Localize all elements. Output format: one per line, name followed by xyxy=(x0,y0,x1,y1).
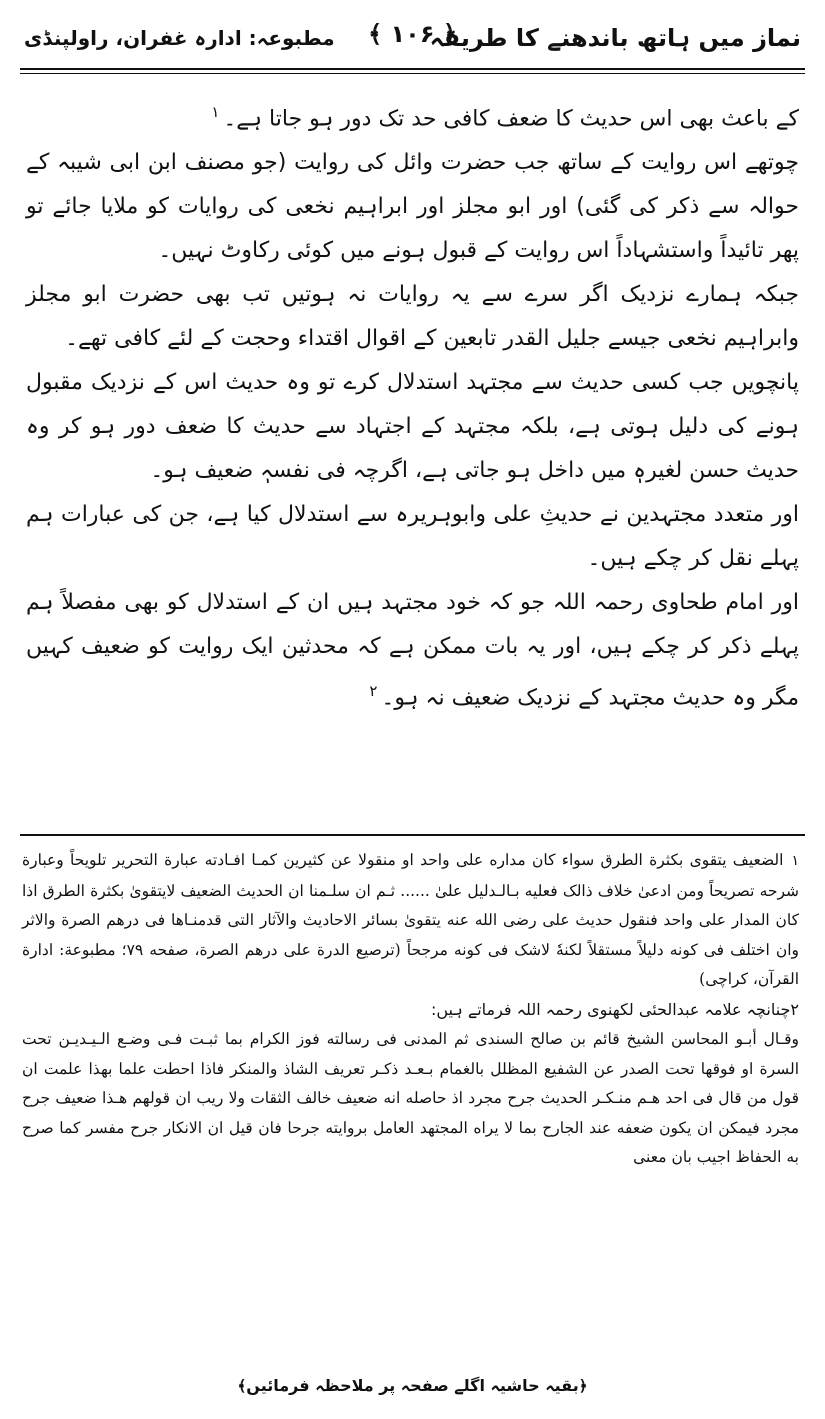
footnote-1 xyxy=(22,846,799,995)
publisher: مطبوعہ: ادارہ غفران، راولپنڈی xyxy=(24,26,335,50)
paragraph: چوتھے اس روایت کے ساتھ جب حضرت وائل کی روایت (جو مصنف ابن ابی شیبہ کے حوالہ سے ذکر کی گئی) اور ابو مجلز اور ابراہیم نخعی کی روایات کو ملایا جائے تو پھر تائیداً واستشہاداً اس روایت کے قبول ہونے میں کوئی رکاوٹ نہیں۔ xyxy=(26,150,799,264)
paragraph xyxy=(26,581,799,720)
ornament-left: ﴾ xyxy=(237,1377,247,1395)
paragraph xyxy=(26,90,799,141)
continued-note xyxy=(0,1376,825,1395)
footnote-reference: (ترصيع الدرة على درهم الصرة، صفحه ۷۹؛ مطبوعة: ادارة القرآن، كراچى) xyxy=(22,940,799,989)
footnote-marker: ۲ xyxy=(369,682,378,701)
header-rule xyxy=(20,68,805,70)
book-title: نماز میں ہاتھ باندھنے کا طریقہ xyxy=(429,24,801,52)
footnote-marker: ۱ xyxy=(211,103,220,121)
footnote-number: ۲ xyxy=(790,999,799,1019)
footnote-2: وقـال أبـو المحاسن الشيخ قائم بن صالح السندى ثم المدنى فى رسالته فوز الكرام بما ثبـت فـى وضـع الـيـديـن تحت السرة او فوقها تحت الصدر عن الشفيع المظلل بالغمام بـعـد ذكـر تعريف الشاذ والمنكر فاذا احطت علما بهذا علمت ان قول من قال فى احد هـم منـكـر الحديث جرح مجرد اذ حاصله انه ضعيف خالف الثقات ولا ريب ان قولهم هـذا ضعيف جرح مجرد فيمكن ان يكون ضعفه عند الجارح بما لا يراه المجتهد العامل بروايته جرحا فان قيل ان الانكار جرح مفسر كما صرح به الحفاظ اجيب بان معنى xyxy=(22,1029,799,1167)
ornament-right: ﴿ xyxy=(578,1377,588,1395)
paragraph-text: اور امام طحاوی رحمہ اللہ جو کہ خود مجتہد ہیں ان کے استدلال کو بھی مفصلاً ہم پہلے ذکر کر چکے ہیں، اور یہ بات ممکن ہے کہ محدثین ایک روایت کو ضعیف کہیں مگر وہ حدیث مجتہد کے نزدیک ضعیف نہ ہو۔ xyxy=(26,590,799,711)
paragraph: پانچویں جب کسی حدیث سے مجتہد استدلال کرے تو وہ حدیث اس کے نزدیک مقبول ہونے کی دلیل ہوتی ہے، بلکہ مجتہد کے اجتہاد سے حدیث کا ضعف دور ہو کر وہ حدیث حسن لغیرہٖ میں داخل ہو جاتی ہے، اگرچہ فی نفسہٖ ضعیف ہو۔ xyxy=(26,370,799,484)
paragraph: جبکہ ہمارے نزدیک اگر سرے سے یہ روایات نہ ہوتیں تب بھی حضرت ابو مجلز وابراہیم نخعی جیسے جلیل القدر تابعین کے اقوال اقتداء وحجت کے لئے کافی تھے۔ xyxy=(26,282,799,352)
footnote-separator xyxy=(20,834,805,836)
footnote-number: ۱ xyxy=(791,853,799,869)
page-number: ﴾ ۱۰۶ ﴿ xyxy=(368,20,457,48)
footnote-text: الضعيف يتقوى بكثرة الطرق سواء كان مداره على واحد او منقولا عن كثيرين كمـا افـادته عبارة التحرير تلويحاً وعبارة شرحه تصريحاً ومن ادعىٰ خلاف ذالک فعليه بـالـدليل علىٰ ...... ثـم ان سلـمنا ان الحديث الضعيف لايتقوىٰ بكثرة الطرق اذا كان المدار على واحد فنقول حديث على رضى الله عنه يتقوىٰ بسائر الاحاديث والآثار التى قدمنـاها فى درهم الصرة والاثر وان اختلف فى كونه دليلاً مستقلاً لكنهٗ لاشک فى كونه مرجحاً xyxy=(22,851,799,959)
paragraph: اور متعدد مجتہدین نے حدیثِ علی وابوہریرہ سے استدلال کیا ہے، جن کی عبارات ہم پہلے نقل کر چکے ہیں۔ xyxy=(26,502,799,572)
main-text xyxy=(26,90,799,721)
footnote-2-intro xyxy=(22,995,799,1025)
footnotes xyxy=(22,846,799,1173)
continued-text: بقیہ حاشیہ اگلے صفحہ پر ملاحظہ فرمائیں xyxy=(246,1376,579,1395)
header-rule-thin xyxy=(20,73,805,74)
footnote-intro-text: چنانچہ علامہ عبدالحئی لکھنوی رحمہ اللہ فرماتے ہیں: xyxy=(430,999,791,1019)
paragraph-text: کے باعث بھی اس حدیث کا ضعف کافی حد تک دور ہو جاتا ہے۔ xyxy=(223,106,799,132)
page-header xyxy=(20,10,805,68)
